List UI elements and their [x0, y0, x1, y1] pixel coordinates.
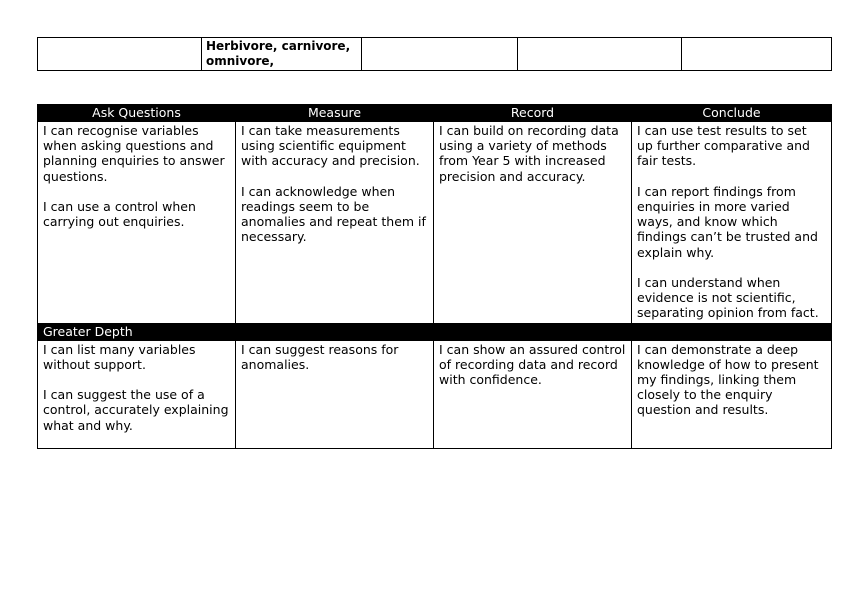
conclude-cell	[632, 122, 832, 324]
working-scientifically-table	[37, 104, 832, 449]
greater-depth-content-row	[38, 340, 832, 448]
statement: I can report findings from enquiries in more varied ways, and know which findings can’t be trusted and explain why.	[637, 183, 818, 260]
topic-table-fragment	[37, 37, 832, 71]
greater-depth-row	[38, 323, 832, 340]
statement: I can build on recording data using a variety of methods from Year 5 with increased precision and accuracy.	[439, 123, 619, 184]
statement: I can show an assured control of recording data and record with confidence.	[439, 341, 626, 388]
statement: I can use test results to set up further comparative and fair tests.	[637, 123, 810, 169]
statement: I can use a control when carrying out enquiries.	[43, 199, 196, 230]
topic-cell-1	[38, 38, 202, 71]
measure-cell	[236, 122, 434, 324]
topic-cell-2: Herbivore, carnivore, omnivore,	[202, 38, 362, 71]
header-measure: Measure	[236, 105, 434, 122]
statement: I can take measurements using scientific equipment with accuracy and precision.	[241, 123, 420, 169]
record-cell	[434, 122, 632, 324]
statement: I can suggest reasons for anomalies.	[241, 341, 399, 372]
header-conclude: Conclude	[632, 105, 832, 122]
statement: I can list many variables without support.	[43, 341, 196, 372]
header-row	[38, 105, 832, 122]
topic-cell-5	[682, 38, 832, 71]
ask-questions-cell	[38, 122, 236, 324]
statement: I can suggest the use of a control, accurately explaining what and why.	[43, 387, 229, 433]
topic-cell-3	[362, 38, 518, 71]
expected-row	[38, 122, 832, 324]
gd-ask-questions-cell	[38, 340, 236, 448]
gd-record-cell	[434, 340, 632, 448]
header-record: Record	[434, 105, 632, 122]
statement: I can recognise variables when asking questions and planning enquiries to answer questions.	[43, 123, 225, 184]
table-row	[38, 38, 832, 71]
statement: I can demonstrate a deep knowledge of how to present my findings, linking them closely to the enquiry question and results.	[637, 341, 819, 418]
statement: I can acknowledge when readings seem to be anomalies and repeat them if necessary.	[241, 183, 426, 245]
topic-cell-4	[518, 38, 682, 71]
statement: I can understand when evidence is not scientific, separating opinion from fact.	[637, 275, 819, 321]
gd-conclude-cell	[632, 340, 832, 448]
gd-measure-cell	[236, 340, 434, 448]
greater-depth-label: Greater Depth	[38, 323, 832, 340]
header-ask-questions: Ask Questions	[38, 105, 236, 122]
